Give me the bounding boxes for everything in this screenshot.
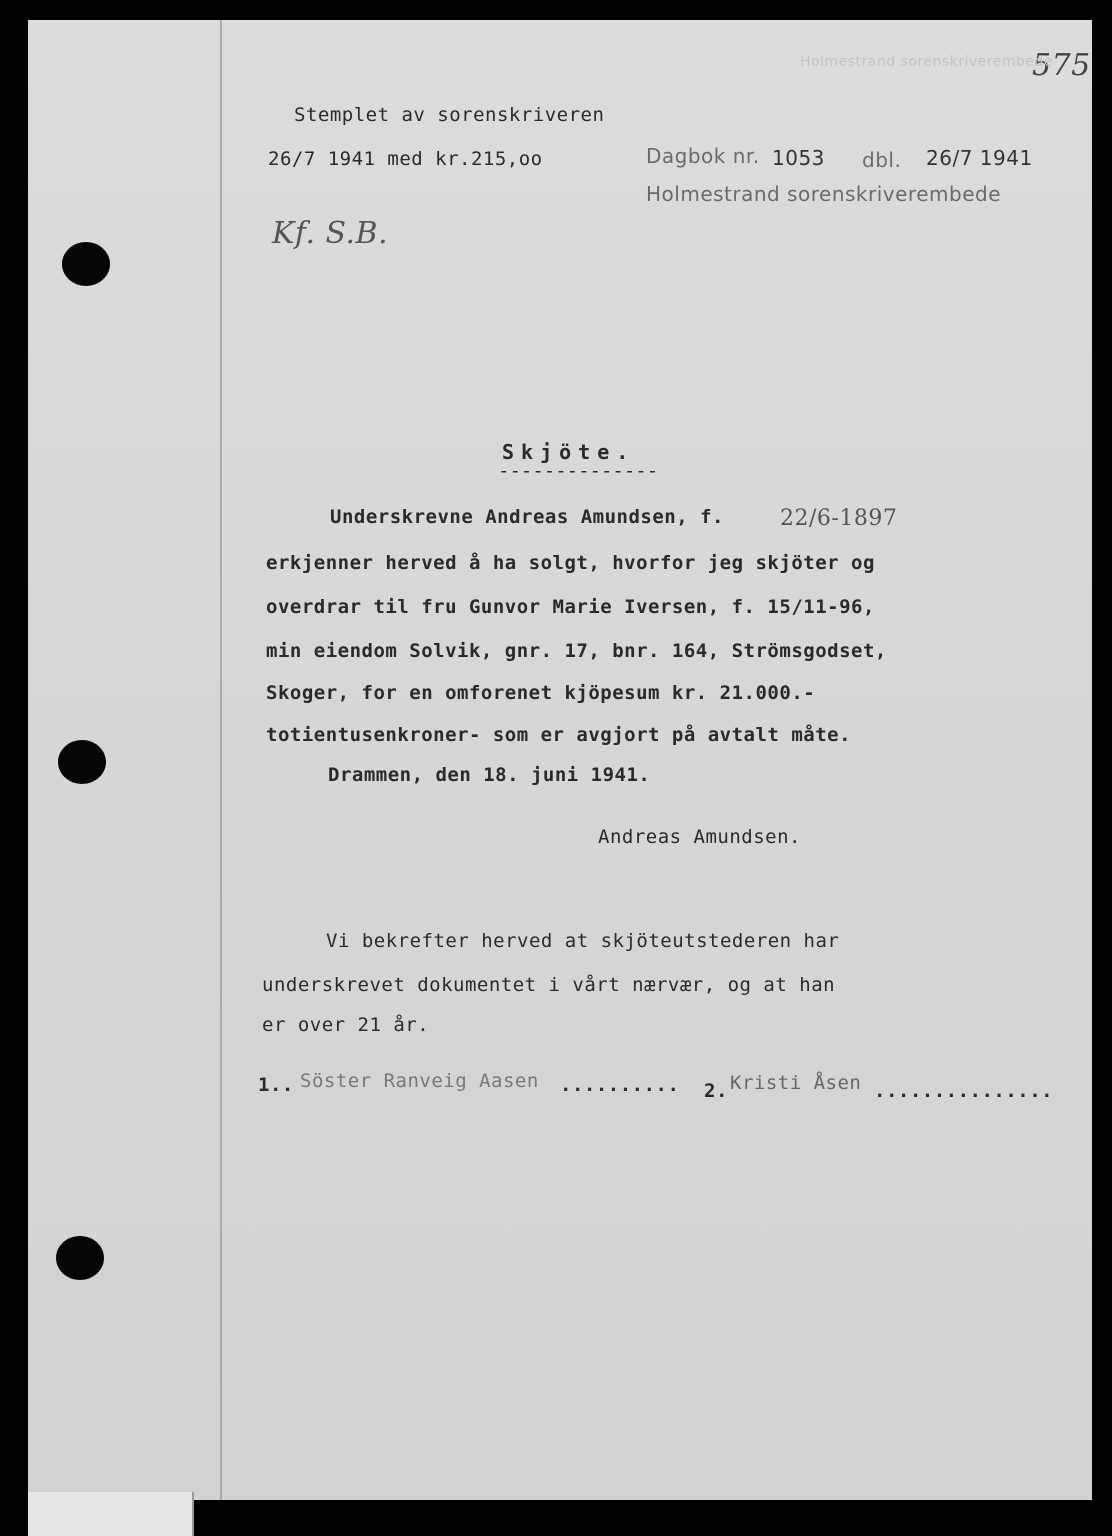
dagbok-date: 26/7 1941: [926, 146, 1033, 170]
witness-line-1: Vi bekrefter herved at skjöteutstederen har: [326, 930, 840, 952]
signature: Andreas Amundsen.: [598, 826, 801, 848]
witness-1-number: 1..: [258, 1074, 294, 1096]
title-underline: --------------: [498, 460, 659, 482]
document-title: Skjöte.: [502, 440, 636, 464]
body-line-1: Underskrevne Andreas Amundsen, f.: [330, 506, 724, 528]
stamp-text: Stemplet av sorenskriveren: [294, 104, 605, 126]
witness-2-number: 2.: [704, 1080, 728, 1102]
initials: Kf. S.B.: [272, 216, 389, 251]
punch-hole-middle: [58, 740, 106, 784]
body-line-5: Skoger, for en omforenet kjöpesum kr. 21.000.-: [266, 682, 816, 704]
office-stamp: Holmestrand sorenskriverembede: [646, 182, 1001, 206]
place-date: Drammen, den 18. juni 1941.: [328, 764, 651, 786]
punch-hole-bottom: [56, 1236, 104, 1280]
witness-line-2: underskrevet dokumentet i vårt nærvær, og at han: [262, 974, 836, 996]
witness-1-name: Söster Ranveig Aasen: [300, 1070, 539, 1092]
header-faint: Holmestrand sorenskriverembede: [800, 54, 1053, 70]
page-tab: [28, 1492, 194, 1536]
body-line-4: min eiendom Solvik, gnr. 17, bnr. 164, Strömsgodset,: [266, 640, 887, 662]
body-line-6: totientusenkroner- som er avgjort på avtalt måte.: [266, 724, 852, 746]
dbl-label: dbl.: [862, 148, 902, 172]
witness-2-name: Kristi Åsen: [730, 1072, 862, 1094]
stamp-amount: 26/7 1941 med kr.215,oo: [268, 148, 543, 170]
witness-1-dots: ..........: [560, 1074, 680, 1096]
margin-rule: [220, 20, 222, 1500]
dagbok-label: Dagbok nr.: [646, 144, 760, 168]
page-number: 575: [1032, 48, 1091, 83]
body-line-3: overdrar til fru Gunvor Marie Iversen, f. 15/11-96,: [266, 596, 875, 618]
punch-hole-top: [62, 242, 110, 286]
body-line-2: erkjenner herved å ha solgt, hvorfor jeg skjöter og: [266, 552, 875, 574]
dagbok-number: 1053: [772, 146, 825, 170]
witness-line-3: er over 21 år.: [262, 1014, 430, 1036]
birth-date: 22/6-1897: [780, 506, 898, 531]
witness-2-dots: ...............: [874, 1080, 1054, 1102]
document-page: [28, 20, 1092, 1500]
